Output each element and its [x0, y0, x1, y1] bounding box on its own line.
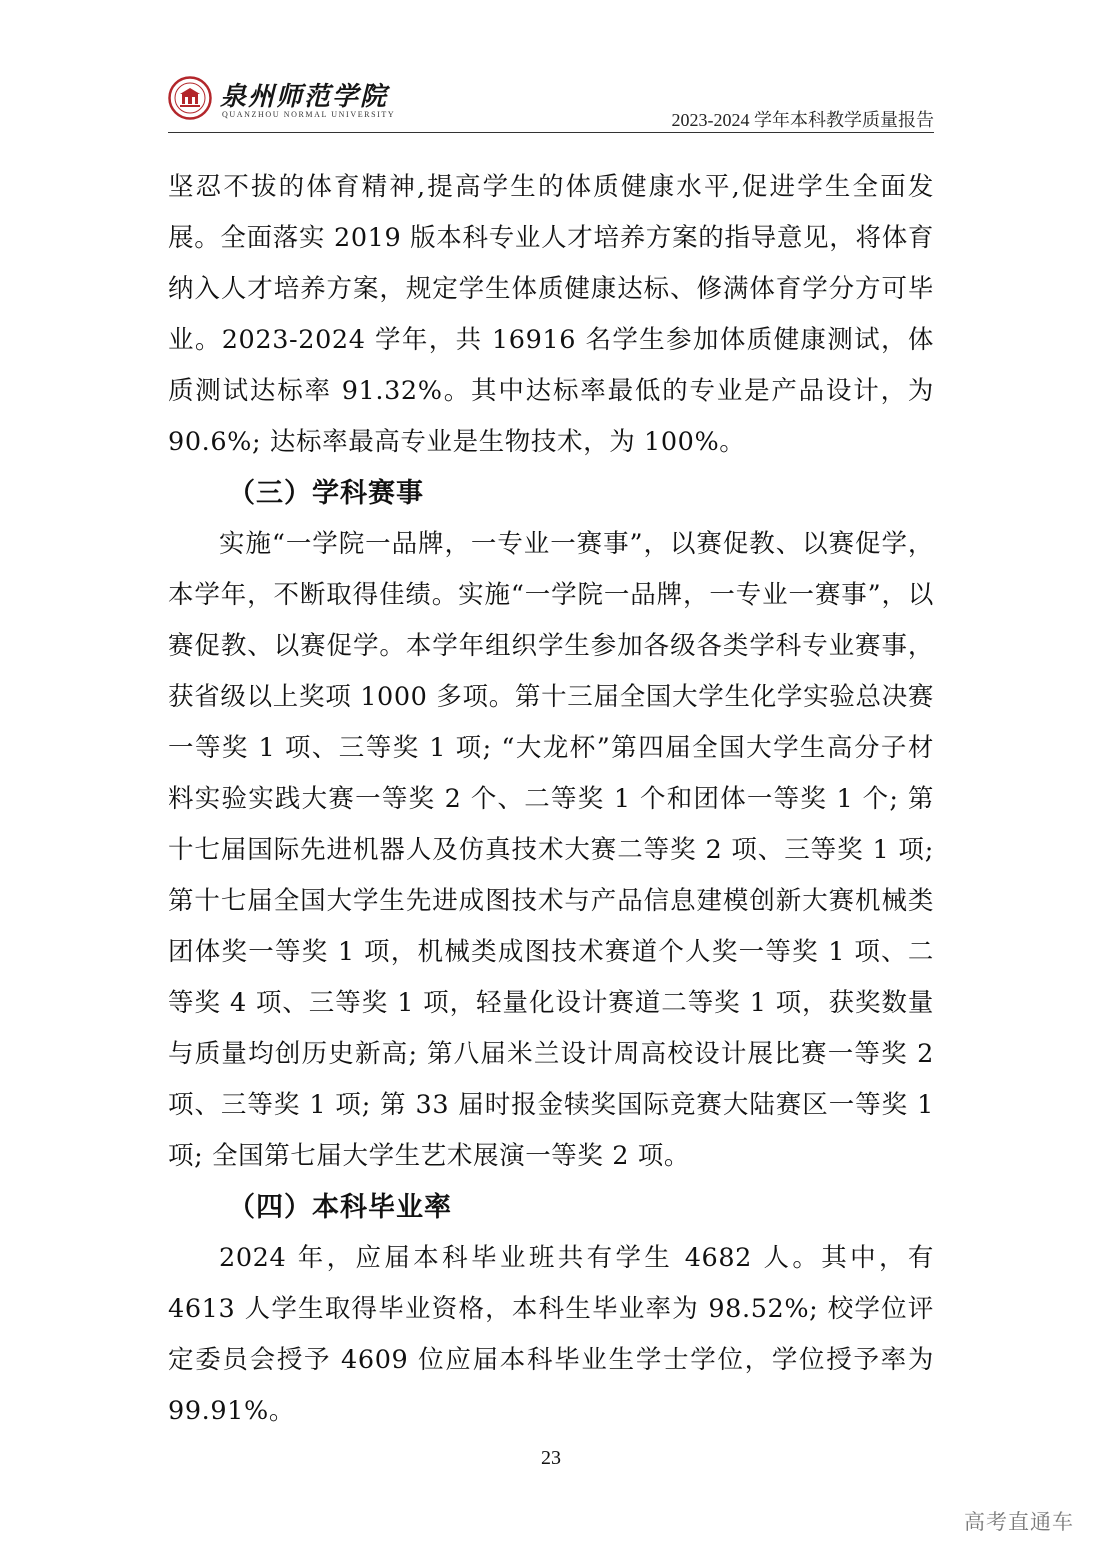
document-body	[168, 162, 934, 1437]
section-heading-graduation-rate: （四）本科毕业率	[228, 1192, 452, 1223]
university-seal-icon	[168, 76, 212, 120]
logo-chinese-name: 泉州师范学院	[220, 82, 389, 112]
report-title: 2023-2024 学年本科教学质量报告	[671, 110, 934, 130]
watermark: 高考直通车	[964, 1510, 1074, 1534]
paragraph-competitions: 实施“一学院一品牌，一专业一赛事”，以赛促教、以赛促学，本学年，不断取得佳绩。实施“一学院一品牌，一专业一赛事”，以赛促教、以赛促学。本学年组织学生参加各级各类学科专业赛事，获省级以上奖项 1000 多项。第十三届全国大学生化学实验总决赛一等奖 1 项、三等奖 1 项; “大龙杯”第四届全国大学生高分子材料实验实践大赛一等奖 2 个、二等奖 1 个和团体一等奖 1 个; 第十七届国际先进机器人及仿真技术大赛二等奖 2 项、三等奖 1 项; 第十七届全国大学生先进成图技术与产品信息建模创新大赛机械类团体奖一等奖 1 项，机械类成图技术赛道个人奖一等奖 1 项、二等奖 4 项、三等奖 1 项，轻量化设计赛道二等奖 1 项，获奖数量与质量均创历史新高; 第八届米兰设计周高校设计展比赛一等奖 2 项、三等奖 1 项; 第 33 届时报金犊奖国际竞赛大陆赛区一等奖 1 项; 全国第七届大学生艺术展演一等奖 2 项。	[168, 529, 934, 1171]
paragraph-graduation-rate: 2024 年，应届本科毕业班共有学生 4682 人。其中，有 4613 人学生取得毕业资格，本科生毕业率为 98.52%; 校学位评定委员会授予 4609 位应届本科毕业生学士学位，学位授予率为 99.91%。	[168, 1243, 934, 1426]
logo-english-name: QUANZHOU NORMAL UNIVERSITY	[222, 110, 396, 119]
page-header	[168, 70, 934, 133]
paragraph-physical-education: 坚忍不拔的体育精神,提高学生的体质健康水平,促进学生全面发展。全面落实 2019 版本科专业人才培养方案的指导意见，将体育纳入人才培养方案，规定学生体质健康达标、修满体育学分方可毕业。2023-2024 学年，共 16916 名学生参加体质健康测试，体质测试达标率 91.32%。其中达标率最低的专业是产品设计，为 90.6%; 达标率最高专业是生物技术，为 100%。	[168, 172, 934, 457]
section-heading-competitions: （三）学科赛事	[228, 478, 424, 509]
page-number: 23	[541, 1447, 561, 1469]
